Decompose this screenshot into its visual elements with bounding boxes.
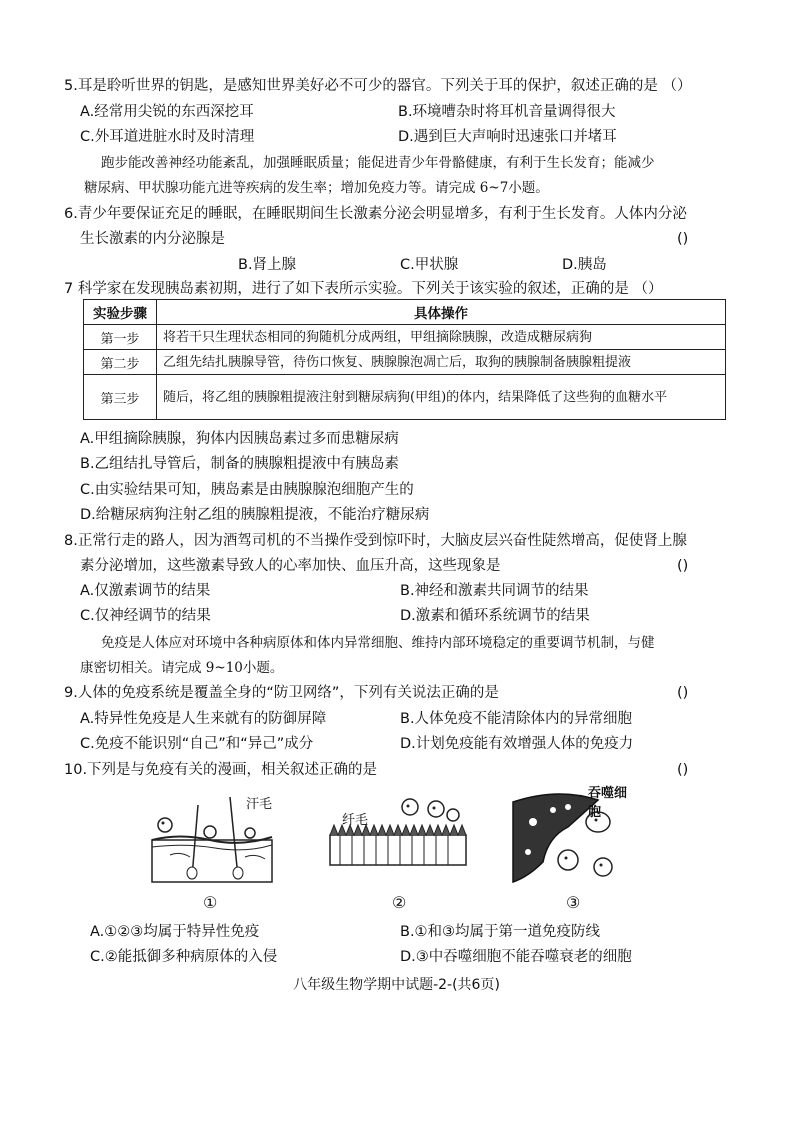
q6-answer-paren: () <box>677 231 689 247</box>
q9-stem: 9.人体的免疫系统是覆盖全身的“防卫网络”，下列有关说法正确的是 <box>64 685 499 701</box>
cilia-illustration <box>328 795 468 870</box>
q8-answer-paren: () <box>677 558 689 574</box>
q5-option-b: B.环境嘈杂时将耳机音量调得很大 <box>398 104 616 120</box>
table-row <box>84 325 726 350</box>
q7-option-c: C.由实验结果可知，胰岛素是由胰腺腺泡细胞产生的 <box>80 482 414 498</box>
q7-stem: 7 科学家在发现胰岛素初期，进行了如下表所示实验。下列关于该实验的叙述，正确的是 （） <box>64 281 663 297</box>
comic-phagocyte <box>508 782 638 887</box>
table-header-step: 实验步骤 <box>84 300 157 325</box>
q8-stem-line1: 8.正常行走的路人，因为酒驾司机的不当操作受到惊吓时，大脑皮层兴奋性陡然增高，促使肾上腺 <box>64 533 687 549</box>
q5-option-d: D.遇到巨大声响时迅速张口并堵耳 <box>398 129 617 145</box>
figure-number-3: ③ <box>566 893 581 912</box>
table-row <box>84 350 726 375</box>
intro-9-10-line2: 康密切相关。请完成 9~10小题。 <box>80 660 284 676</box>
q7-option-a: A.甲组摘除胰腺，狗体内因胰岛素过多而患糖尿病 <box>80 431 399 447</box>
q8-option-b: B.神经和激素共同调节的结果 <box>400 583 589 599</box>
figure-number-1: ① <box>203 893 218 912</box>
q8-option-d: D.激素和循环系统调节的结果 <box>400 608 590 624</box>
q9-option-a: A.特异性免疫是人生来就有的防御屏障 <box>80 711 327 727</box>
label-sweat-hair: 汗毛 <box>246 797 273 812</box>
q9-option-b: B.人体免疫不能清除体内的异常细胞 <box>400 711 633 727</box>
q6-option-c: C.甲状腺 <box>400 257 459 273</box>
table-header-row <box>84 300 726 325</box>
comic-skin-hair <box>150 785 275 885</box>
label-cilia: 纤毛 <box>342 813 369 828</box>
table-step-cell: 第三步 <box>84 375 157 420</box>
table-op-cell: 乙组先结扎胰腺导管，待伤口恢复、胰腺腺泡凋亡后，取狗的胰腺制备胰腺粗提液 <box>157 350 726 375</box>
q5-stem: 5.耳是聆听世界的钥匙，是感知世界美好必不可少的器官。下列关于耳的保护，叙述正确的是 （） <box>64 78 692 94</box>
experiment-table <box>83 299 726 420</box>
q10-option-d: D.③中吞噬细胞不能吞噬衰老的细胞 <box>400 949 632 965</box>
q10-option-c: C.②能抵御多种病原体的入侵 <box>90 949 278 965</box>
intro-6-7-line1: 跑步能改善神经功能紊乱，加强睡眠质量；能促进青少年骨骼健康，有利于生长发育；能减少 <box>101 155 655 171</box>
figure-number-2: ② <box>392 893 407 912</box>
q10-option-a: A.①②③均属于特异性免疫 <box>90 924 260 940</box>
q8-option-a: A.仅激素调节的结果 <box>80 583 211 599</box>
q8-stem-line2: 素分泌增加，这些激素导致人的心率加快、血压升高，这些现象是 <box>80 558 501 574</box>
q10-answer-paren: () <box>677 762 689 778</box>
q9-option-c: C.免疫不能识别“自己”和“异己”成分 <box>80 736 314 752</box>
table-step-cell: 第一步 <box>84 325 157 350</box>
q8-option-c: C.仅神经调节的结果 <box>80 608 211 624</box>
table-row <box>84 375 726 420</box>
q10-option-b: B.①和③均属于第一道免疫防线 <box>400 924 601 940</box>
q6-stem-line1: 6.青少年要保证充足的睡眠，在睡眠期间生长激素分泌会明显增多，有利于生长发育。人体内分泌 <box>64 206 687 222</box>
q5-option-a: A.经常用尖锐的东西深挖耳 <box>80 104 254 120</box>
label-phagocyte: 吞噬细胞 <box>588 786 628 820</box>
table-header-operation: 具体操作 <box>157 300 726 325</box>
q9-answer-paren: () <box>677 685 689 701</box>
intro-6-7-line2: 糖尿病、甲状腺功能亢进等疾病的发生率；增加免疫力等。请完成 6~7小题。 <box>84 180 549 196</box>
table-op-cell: 随后，将乙组的胰腺粗提液注射到糖尿病狗(甲组)的体内，结果降低了这些狗的血糖水平 <box>157 375 726 420</box>
q5-option-c: C.外耳道进脏水时及时清理 <box>80 129 255 145</box>
q9-option-d: D.计划免疫能有效增强人体的免疫力 <box>400 736 634 752</box>
page-footer: 八年级生物学期中试题-2-(共6页) <box>293 977 500 993</box>
q6-option-b: B.肾上腺 <box>238 257 297 273</box>
table-op-cell: 将若干只生理状态相同的狗随机分成两组，甲组摘除胰腺，改造成糖尿病狗 <box>157 325 726 350</box>
q10-stem: 10.下列是与免疫有关的漫画，相关叙述正确的是 <box>64 762 378 778</box>
q6-option-d: D.胰岛 <box>562 257 607 273</box>
q7-option-d: D.给糖尿病狗注射乙组的胰腺粗提液，不能治疗糖尿病 <box>80 507 430 523</box>
comic-cilia <box>328 795 468 870</box>
table-step-cell: 第二步 <box>84 350 157 375</box>
q6-stem-line2: 生长激素的内分泌腺是 <box>80 231 225 247</box>
intro-9-10-line1: 免疫是人体应对环境中各种病原体和体内异常细胞、维持内部环境稳定的重要调节机制，与健 <box>101 635 655 651</box>
q7-option-b: B.乙组结扎导管后，制备的胰腺粗提液中有胰岛素 <box>80 456 400 472</box>
